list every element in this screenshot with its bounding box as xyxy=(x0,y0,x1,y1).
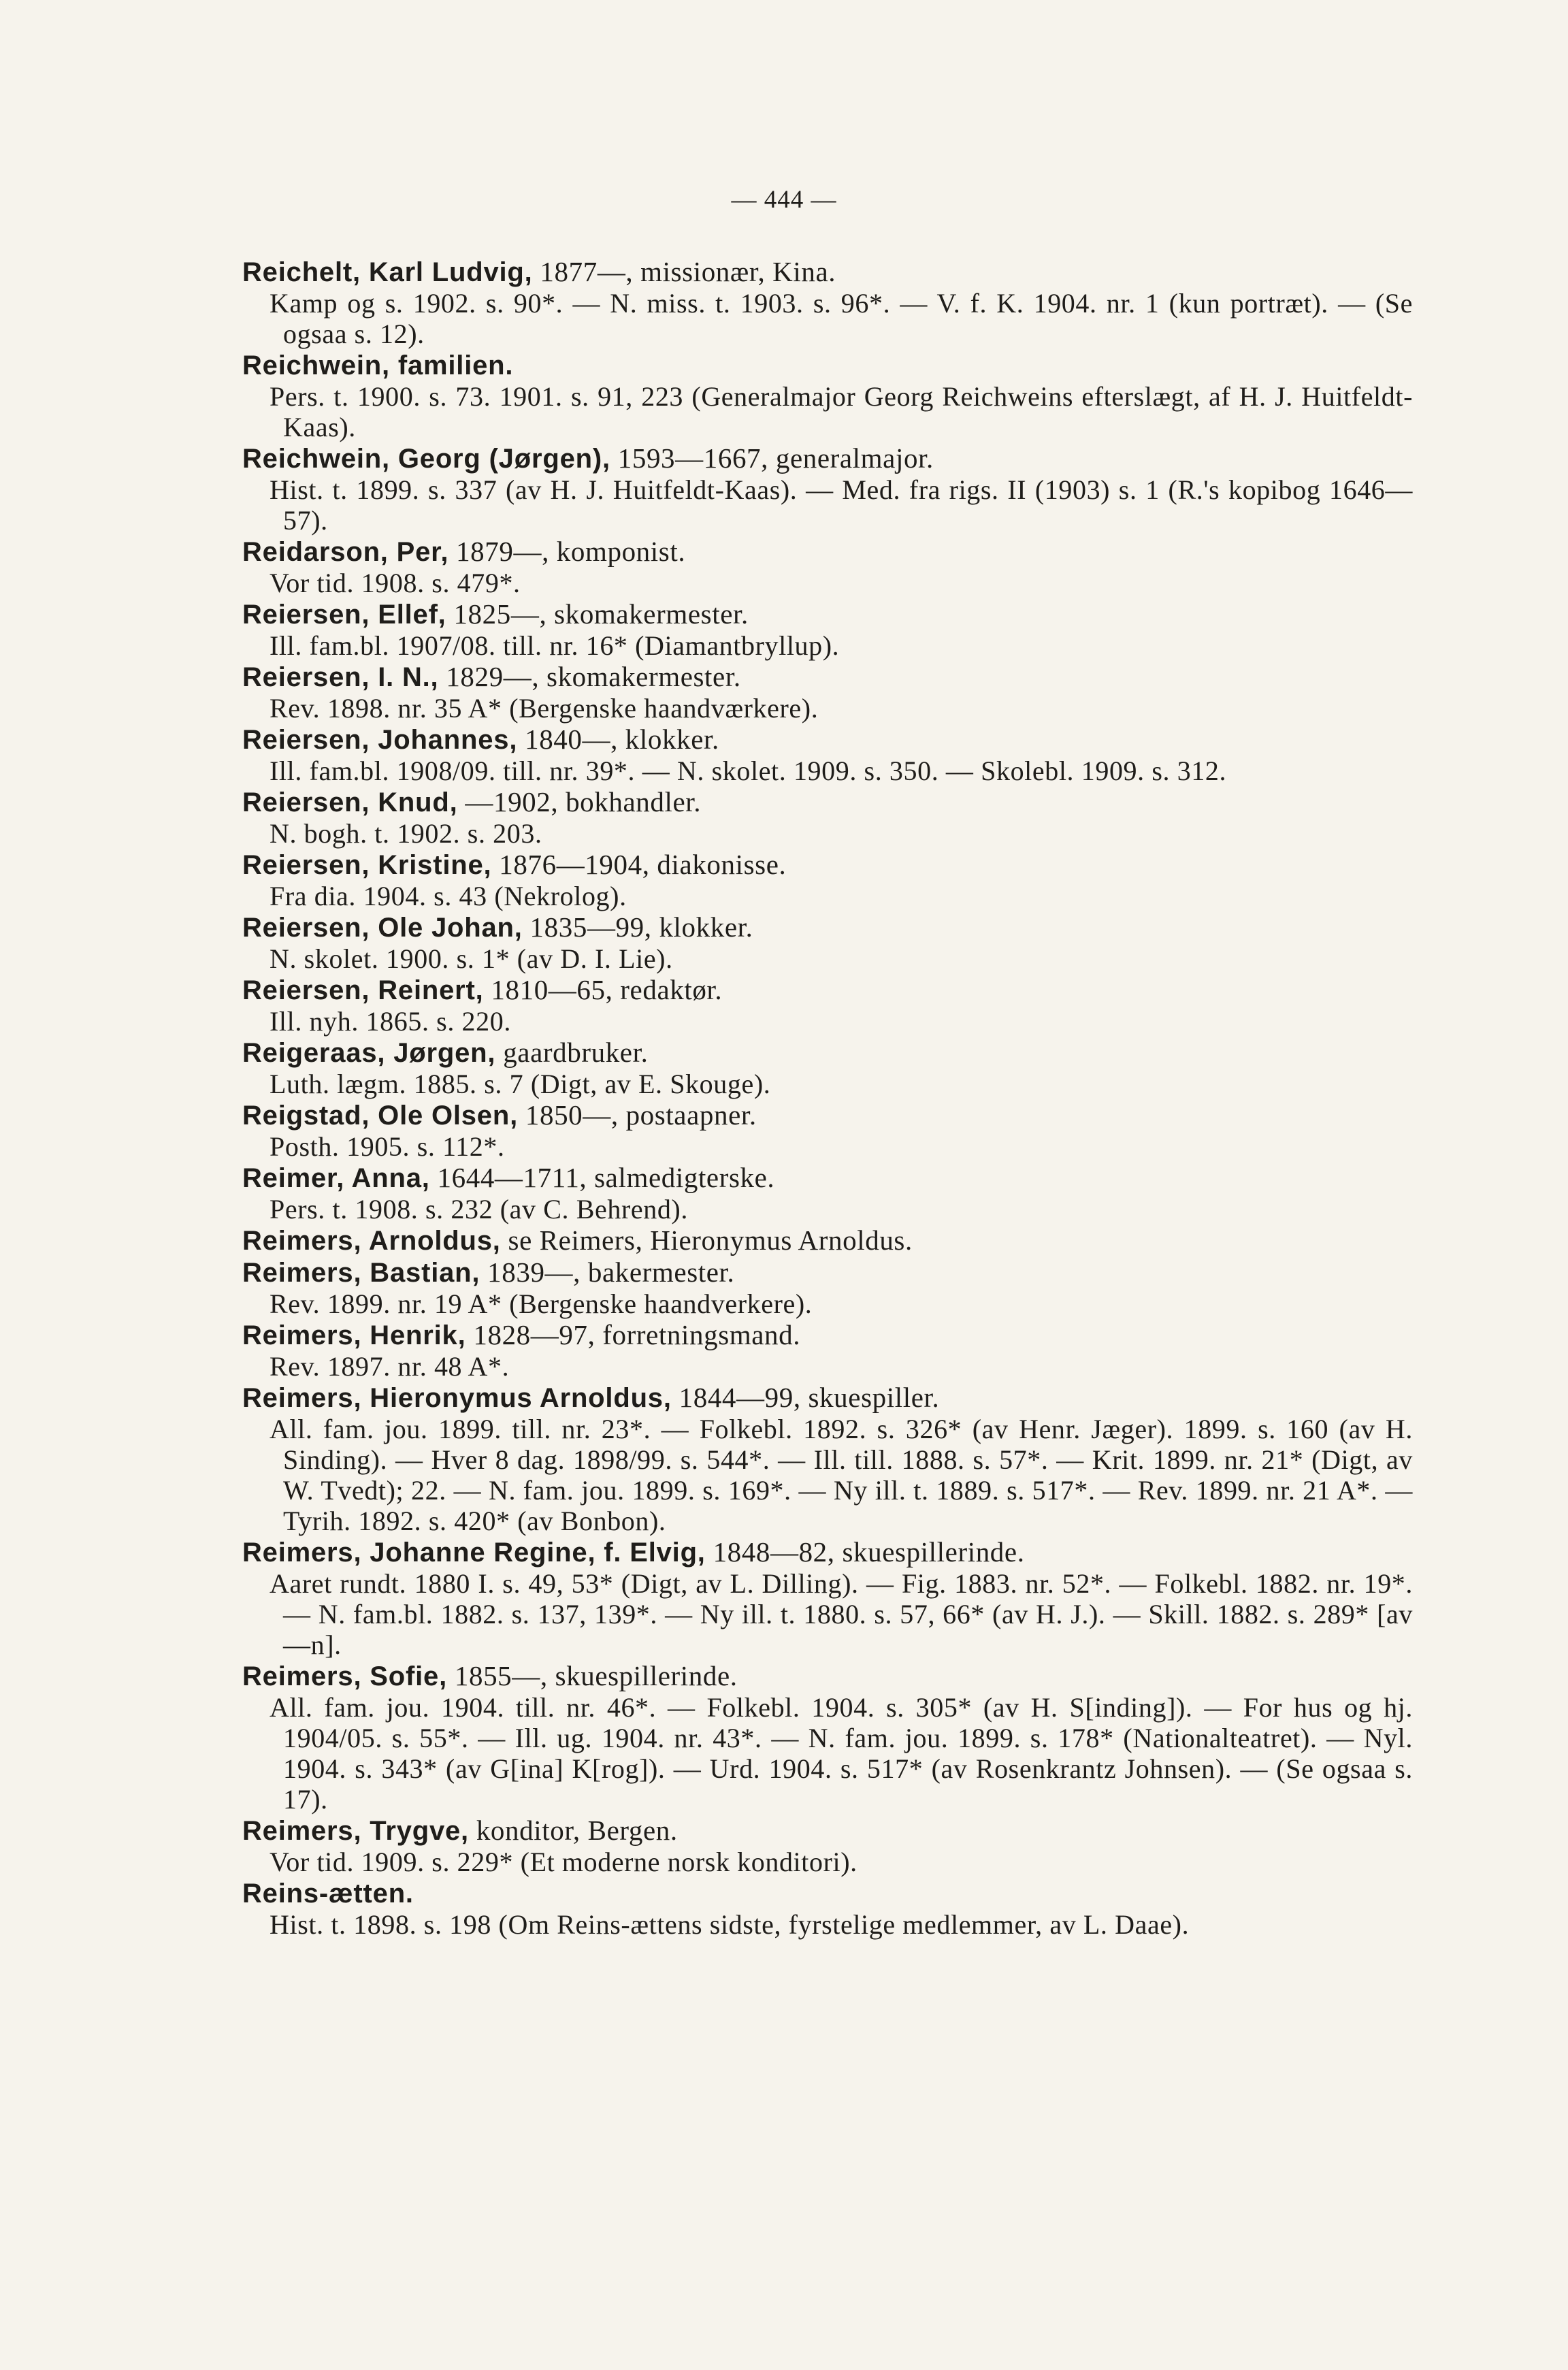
entry xyxy=(242,256,1413,349)
entry xyxy=(242,974,1413,1037)
entry-references: Ill. nyh. 1865. s. 220. xyxy=(270,1006,511,1037)
entry-references: Ill. fam.bl. 1907/08. till. nr. 16* (Diamantbryllup). xyxy=(270,630,840,661)
entry-description: se Reimers, Hieronymus Arnoldus. xyxy=(500,1224,913,1256)
entry-name: Reigeraas, Jørgen, xyxy=(242,1038,496,1068)
entry-references: N. skolet. 1900. s. 1* (av D. I. Lie). xyxy=(270,943,673,974)
entry-description: gaardbruker. xyxy=(495,1037,649,1068)
entry-description: 1877—, missionær, Kina. xyxy=(532,256,836,287)
entry-references: Fra dia. 1904. s. 43 (Nekrolog). xyxy=(270,881,627,911)
entry-description: —1902, bokhandler. xyxy=(457,786,702,817)
entry-description: 1879—, komponist. xyxy=(448,536,686,567)
entry xyxy=(242,1099,1413,1162)
entry-description: 1644—1711, salmedigterske. xyxy=(429,1162,775,1193)
entry-description: 1835—99, klokker. xyxy=(522,911,753,943)
entry-name: Reimers, Arnoldus, xyxy=(242,1226,501,1256)
entry-name: Reiersen, Kristine, xyxy=(242,850,492,880)
entry-name: Reichwein, familien. xyxy=(242,351,514,380)
entry-name: Reidarson, Per, xyxy=(242,537,449,567)
entry xyxy=(242,661,1413,724)
page-number: — 444 — xyxy=(731,186,837,214)
entry-description: 1848—82, skuespillerinde. xyxy=(705,1536,1025,1568)
entry-name: Reimers, Trygve, xyxy=(242,1816,469,1846)
entry xyxy=(242,1224,1413,1256)
entry-description: 1839—, bakermester. xyxy=(480,1256,735,1288)
entry-description: 1829—, skomakermester. xyxy=(438,661,741,692)
entry-references: Hist. t. 1899. s. 337 (av H. J. Huitfeldt-Kaas). — Med. fra rigs. II (1903) s. 1 (R.'s kopibog 1646—57). xyxy=(270,474,1413,536)
entry-references: Hist. t. 1898. s. 198 (Om Reins-ættens sidste, fyrstelige medlemmer, av L. Daae). xyxy=(270,1909,1190,1940)
entry-references: Rev. 1899. nr. 19 A* (Bergenske haandverkere). xyxy=(270,1288,813,1319)
entry-name: Reiersen, Johannes, xyxy=(242,725,518,755)
entry-name: Reimers, Bastian, xyxy=(242,1258,480,1288)
entry xyxy=(242,598,1413,661)
entry xyxy=(242,1162,1413,1224)
entry-description: 1876—1904, diakonisse. xyxy=(491,849,787,880)
entry xyxy=(242,1319,1413,1382)
entry-name: Reiersen, Ole Johan, xyxy=(242,913,523,943)
entry-name: Reimers, Hieronymus Arnoldus, xyxy=(242,1383,672,1413)
entry-name: Reiersen, Knud, xyxy=(242,788,458,817)
entry-name: Reimer, Anna, xyxy=(242,1163,430,1193)
entry xyxy=(242,536,1413,598)
entry-references: All. fam. jou. 1899. till. nr. 23*. — Folkebl. 1892. s. 326* (av Henr. Jæger). 1899. s. 160 (av H. Sinding). — Hver 8 dag. 1898/99. s. 544*. — Ill. till. 1888. s. 57*. — Krit. 1899. nr. 21* (Digt, av W. Tvedt); 22. — N. fam. jou. 1899. s. 169*. — Ny ill. t. 1889. s. 517*. — Rev. 1899. nr. 21 A*. — Tyrih. 1892. s. 420* (av Bonbon). xyxy=(270,1414,1413,1536)
entry-references: Posth. 1905. s. 112*. xyxy=(270,1131,505,1162)
entry-references: Rev. 1897. nr. 48 A*. xyxy=(270,1351,510,1382)
entry-name: Reiersen, Ellef, xyxy=(242,600,446,630)
entry-description: 1850—, postaapner. xyxy=(518,1099,757,1131)
index-entries xyxy=(242,256,1413,1940)
entry xyxy=(242,1382,1413,1536)
entry-description: 1593—1667, generalmajor. xyxy=(610,442,934,474)
entry-description: 1840—, klokker. xyxy=(517,724,719,755)
entry xyxy=(242,1815,1413,1877)
entry-references: Aaret rundt. 1880 I. s. 49, 53* (Digt, av L. Dilling). — Fig. 1883. nr. 52*. — Folkebl. 1882. nr. 19*. — N. fam.bl. 1882. s. 137, 139*. — Ny ill. t. 1880. s. 57, 66* (av H. J.). — Skill. 1882. s. 289* [av —n]. xyxy=(270,1568,1413,1660)
entry-references: Kamp og s. 1902. s. 90*. — N. miss. t. 1903. s. 96*. — V. f. K. 1904. nr. 1 (kun portræt). — (Se ogsaa s. 12). xyxy=(270,288,1413,349)
entry-references: N. bogh. t. 1902. s. 203. xyxy=(270,818,542,849)
entry xyxy=(242,1037,1413,1099)
entry xyxy=(242,724,1413,786)
entry xyxy=(242,849,1413,911)
entry-description: konditor, Bergen. xyxy=(468,1815,678,1846)
entry-name: Reimers, Johanne Regine, f. Elvig, xyxy=(242,1538,706,1568)
entry-references: Pers. t. 1900. s. 73. 1901. s. 91, 223 (Generalmajor Georg Reichweins efterslægt, af H. J. Huitfeldt-Kaas). xyxy=(270,381,1413,442)
entry-description: 1844—99, skuespiller. xyxy=(671,1382,940,1413)
entry-references: All. fam. jou. 1904. till. nr. 46*. — Folkebl. 1904. s. 305* (av H. S[inding]). — For hus og hj. 1904/05. s. 55*. — Ill. ug. 1904. nr. 43*. — N. fam. jou. 1899. s. 178* (Nationalteatret). — Nyl. 1904. s. 343* (av G[ina] K[rog]). — Urd. 1904. s. 517* (av Rosenkrantz Johnsen). — (Se ogsaa s. 17). xyxy=(270,1692,1413,1815)
entry xyxy=(242,349,1413,442)
entry-references: Luth. lægm. 1885. s. 7 (Digt, av E. Skouge). xyxy=(270,1069,771,1099)
entry-references: Vor tid. 1909. s. 229* (Et moderne norsk konditori). xyxy=(270,1847,858,1877)
entry xyxy=(242,1536,1413,1660)
entry xyxy=(242,1660,1413,1815)
entry xyxy=(242,1256,1413,1319)
entry-references: Rev. 1898. nr. 35 A* (Bergenske haandværkere). xyxy=(270,693,819,724)
entry-description: 1810—65, redaktør. xyxy=(483,974,723,1005)
entry xyxy=(242,442,1413,536)
entry xyxy=(242,786,1413,849)
entry xyxy=(242,1877,1413,1940)
entry-name: Reigstad, Ole Olsen, xyxy=(242,1101,519,1131)
entry xyxy=(242,911,1413,974)
entry-description: 1825—, skomakermester. xyxy=(446,598,749,630)
entry-description: 1855—, skuespillerinde. xyxy=(447,1660,738,1691)
entry-references: Pers. t. 1908. s. 232 (av C. Behrend). xyxy=(270,1194,688,1224)
entry-name: Reichelt, Karl Ludvig, xyxy=(242,257,533,287)
entry-name: Reiersen, I. N., xyxy=(242,662,439,692)
entry-name: Reiersen, Reinert, xyxy=(242,975,484,1005)
entry-name: Reins-ætten. xyxy=(242,1879,414,1909)
entry-name: Reimers, Sofie, xyxy=(242,1661,448,1691)
entry-description: 1828—97, forretningsmand. xyxy=(466,1319,801,1350)
entry-references: Vor tid. 1908. s. 479*. xyxy=(270,568,521,598)
entry-references: Ill. fam.bl. 1908/09. till. nr. 39*. — N. skolet. 1909. s. 350. — Skolebl. 1909. s. 312. xyxy=(270,756,1227,786)
entry-name: Reichwein, Georg (Jørgen), xyxy=(242,444,610,474)
entry-name: Reimers, Henrik, xyxy=(242,1320,466,1350)
